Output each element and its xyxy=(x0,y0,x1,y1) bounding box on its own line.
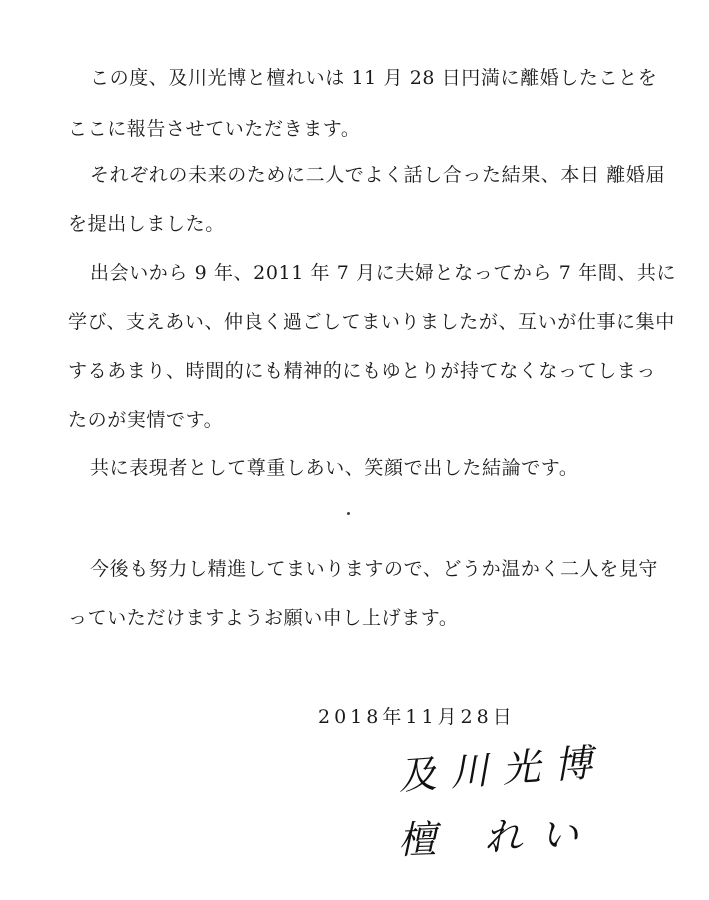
text-line: 出会いから 9 年、2011 年 7 月に夫婦となってから 7 年間、共に xyxy=(90,262,677,284)
signature-dan: 檀 れい xyxy=(397,811,597,863)
letter-date: 2018年11月28日 xyxy=(318,706,516,728)
text-line: それぞれの未来のために二人でよく話し合った結果、本日 離婚届 xyxy=(90,164,666,186)
text-line: 学び、支えあい、仲良く過ごしてまいりましたが、互いが仕事に集中 xyxy=(68,311,675,333)
text-line: するあまり、時間的にも精神的にもゆとりが持てなくなってしまっ xyxy=(68,360,657,382)
text-line: たのが実情です。 xyxy=(68,409,224,431)
text-line: っていただけますようお願い申し上げます。 xyxy=(68,607,459,629)
text-line: この度、及川光博と檀れいは 11 月 28 日円満に離婚したことを xyxy=(90,67,658,89)
text-line: を提出しました。 xyxy=(68,213,225,235)
text-line: ここに報告させていただきます。 xyxy=(68,118,361,140)
text-line: 今後も努力し精進してまいりますので、どうか温かく二人を見守 xyxy=(90,558,659,580)
signature-oikawa: 及川光博 xyxy=(396,739,608,799)
text-line: 共に表現者として尊重しあい、笑顔で出した結論です。 xyxy=(90,457,579,479)
scan-speck xyxy=(347,512,350,515)
